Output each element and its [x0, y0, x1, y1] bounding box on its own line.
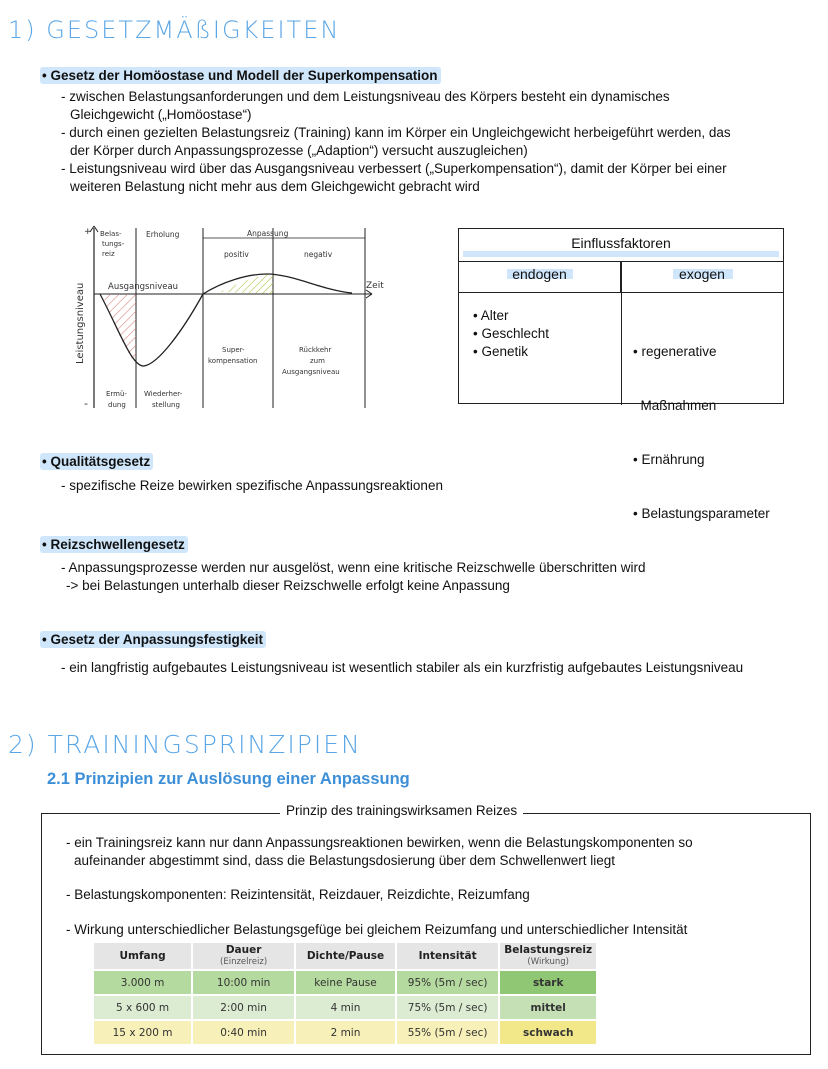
baseline-label: Ausgangsniveau	[108, 282, 179, 292]
minus-label: -	[84, 397, 88, 410]
table-header-row	[94, 943, 597, 970]
list-item: Maßnahmen	[633, 398, 717, 413]
law-title-qualitaet: • Qualitätsgesetz	[40, 453, 153, 470]
table-cell: keine Pause	[295, 970, 396, 995]
plus-label: +	[84, 227, 92, 237]
table-cell: 0:40 min	[192, 1020, 295, 1045]
text-line: - ein Trainingsreiz kann nur dann Anpassungsreaktionen bewirken, wenn die Belastungskomponenten so	[66, 835, 693, 850]
table-cell: 2:00 min	[192, 995, 295, 1020]
table-cell: 75% (5m / sec)	[396, 995, 500, 1020]
table-cell: 55% (5m / sec)	[396, 1020, 500, 1045]
text-line: der Körper durch Anpassungsprozesse („Adaption“) versucht auszugleichen)	[70, 143, 528, 158]
table-cell: 4 min	[295, 995, 396, 1020]
rueck-label: zum	[310, 357, 325, 365]
y-axis-label: Leistungsniveau	[75, 282, 86, 364]
list-item: • Genetik	[473, 344, 529, 359]
law-text-anpassungsfestigkeit: - ein langfristig aufgebautes Leistungsniveau ist wesentlich stabiler als ein kurzfristig aufgebautes Leistungsniveau	[61, 660, 744, 675]
super-label: kompensation	[208, 357, 258, 365]
table-header	[459, 229, 783, 262]
table-title: Einflussfaktoren	[571, 235, 671, 251]
column-label: exogen	[679, 266, 725, 282]
anpassung-label: Anpassung	[247, 229, 289, 238]
table-cell: 3.000 m	[94, 970, 192, 995]
text-line: - Belastungskomponenten: Reizintensität, Reizdauer, Reizdichte, Reizumfang	[66, 887, 530, 902]
erholung-label: Erholung	[146, 230, 180, 239]
text-line: weiteren Belastung nicht mehr aus dem Gleichgewicht gebracht wird	[70, 179, 480, 194]
text-line: - Leistungsniveau wird über das Ausgangsniveau verbessert („Superkompensation“), damit der Körper bei einer	[61, 161, 727, 176]
text-line: - zwischen Belastungsanforderungen und dem Leistungsniveau des Körpers besteht ein dynamisches	[61, 89, 670, 104]
table-cell: mittel	[499, 995, 597, 1020]
column-exogen	[621, 261, 783, 293]
header-cell: Intensität	[396, 943, 500, 970]
section-heading-1: 1) GESETZMÄßIGKEITEN	[8, 16, 341, 44]
column-endogen	[459, 261, 621, 293]
list-item: • Ernährung	[633, 452, 705, 467]
list-item: • Geschlecht	[473, 326, 550, 341]
einflussfaktoren-table	[458, 228, 784, 521]
header-cell: Umfang	[94, 943, 192, 970]
text-line: - durch einen gezielten Belastungsreiz (Training) kann im Körper ein Ungleichgewicht herbeigeführt werden, das	[61, 125, 731, 140]
principle-title: Prinzip des trainingswirksamen Reizes	[280, 803, 523, 818]
load-table	[94, 943, 598, 1046]
super-label: Super-	[222, 346, 245, 354]
x-axis-label: Zeit	[366, 281, 384, 291]
table-cell: 95% (5m / sec)	[396, 970, 500, 995]
text-line: - Wirkung unterschiedlicher Belastungsgefüge bei gleichem Reizumfang und unterschiedlicher Intensität	[66, 922, 688, 937]
rueck-label: Rückkehr	[299, 346, 332, 354]
text-line: aufeinander abgestimmt sind, dass die Belastungsdosierung über dem Schwellenwert liegt	[74, 853, 616, 868]
wieder-label: stellung	[152, 401, 180, 409]
top-label: Belas-	[100, 230, 122, 238]
table-cell: 10:00 min	[192, 970, 295, 995]
table-cell: 2 min	[295, 1020, 396, 1045]
law-title-anpassungsfestigkeit: • Gesetz der Anpassungsfestigkeit	[40, 631, 266, 648]
law-title-homoeostase: • Gesetz der Homöostase und Modell der Superkompensation	[40, 67, 441, 84]
positiv-label: positiv	[224, 250, 249, 259]
ermuedung-label: dung	[108, 401, 126, 409]
principle-text	[66, 834, 693, 870]
endogen-list	[473, 307, 551, 361]
top-label: tungs-	[102, 240, 125, 248]
table-cell: 15 x 200 m	[94, 1020, 192, 1045]
table-cell: stark	[499, 970, 597, 995]
header-cell: Belastungsreiz (Wirkung)	[499, 943, 597, 970]
text-line: Gleichgewicht („Homöostase“)	[70, 107, 252, 122]
text-line: - Anpassungsprozesse werden nur ausgelöst, wenn eine kritische Reizschwelle überschritten wird	[61, 560, 646, 575]
header-cell: Dichte/Pause	[295, 943, 396, 970]
text-line: -> bei Belastungen unterhalb dieser Reizschwelle erfolgt keine Anpassung	[66, 578, 510, 593]
law-title-reizschwelle: • Reizschwellengesetz	[40, 536, 188, 553]
negativ-label: negativ	[304, 250, 333, 259]
header-cell: Dauer (Einzelreiz)	[192, 943, 295, 970]
table-cell: schwach	[499, 1020, 597, 1045]
exogen-list	[633, 307, 770, 559]
list-item: • Belastungsparameter	[633, 506, 770, 521]
table-row	[94, 995, 597, 1020]
law-text-reizschwelle	[61, 559, 646, 595]
law-text-qualitaet: - spezifische Reize bewirken spezifische Anpassungsreaktionen	[61, 478, 443, 493]
table-cell: 5 x 600 m	[94, 995, 192, 1020]
list-item: • regenerative	[633, 344, 717, 359]
wieder-label: Wiederher-	[144, 390, 183, 398]
column-label: endogen	[512, 266, 567, 282]
section-heading-2: 2) TRAININGSPRINZIPIEN	[8, 730, 362, 759]
rueck-label: Ausgangsniveau	[282, 368, 340, 376]
subsection-heading: 2.1 Prinzipien zur Auslösung einer Anpassung	[47, 770, 410, 788]
top-label: reiz	[102, 250, 115, 258]
superkompensation-diagram	[72, 222, 392, 414]
ermuedung-label: Ermü-	[106, 390, 127, 398]
table-row	[94, 970, 597, 995]
list-item: • Alter	[473, 308, 509, 323]
law-text-homoeostase	[61, 88, 731, 196]
table-row	[94, 1020, 597, 1045]
